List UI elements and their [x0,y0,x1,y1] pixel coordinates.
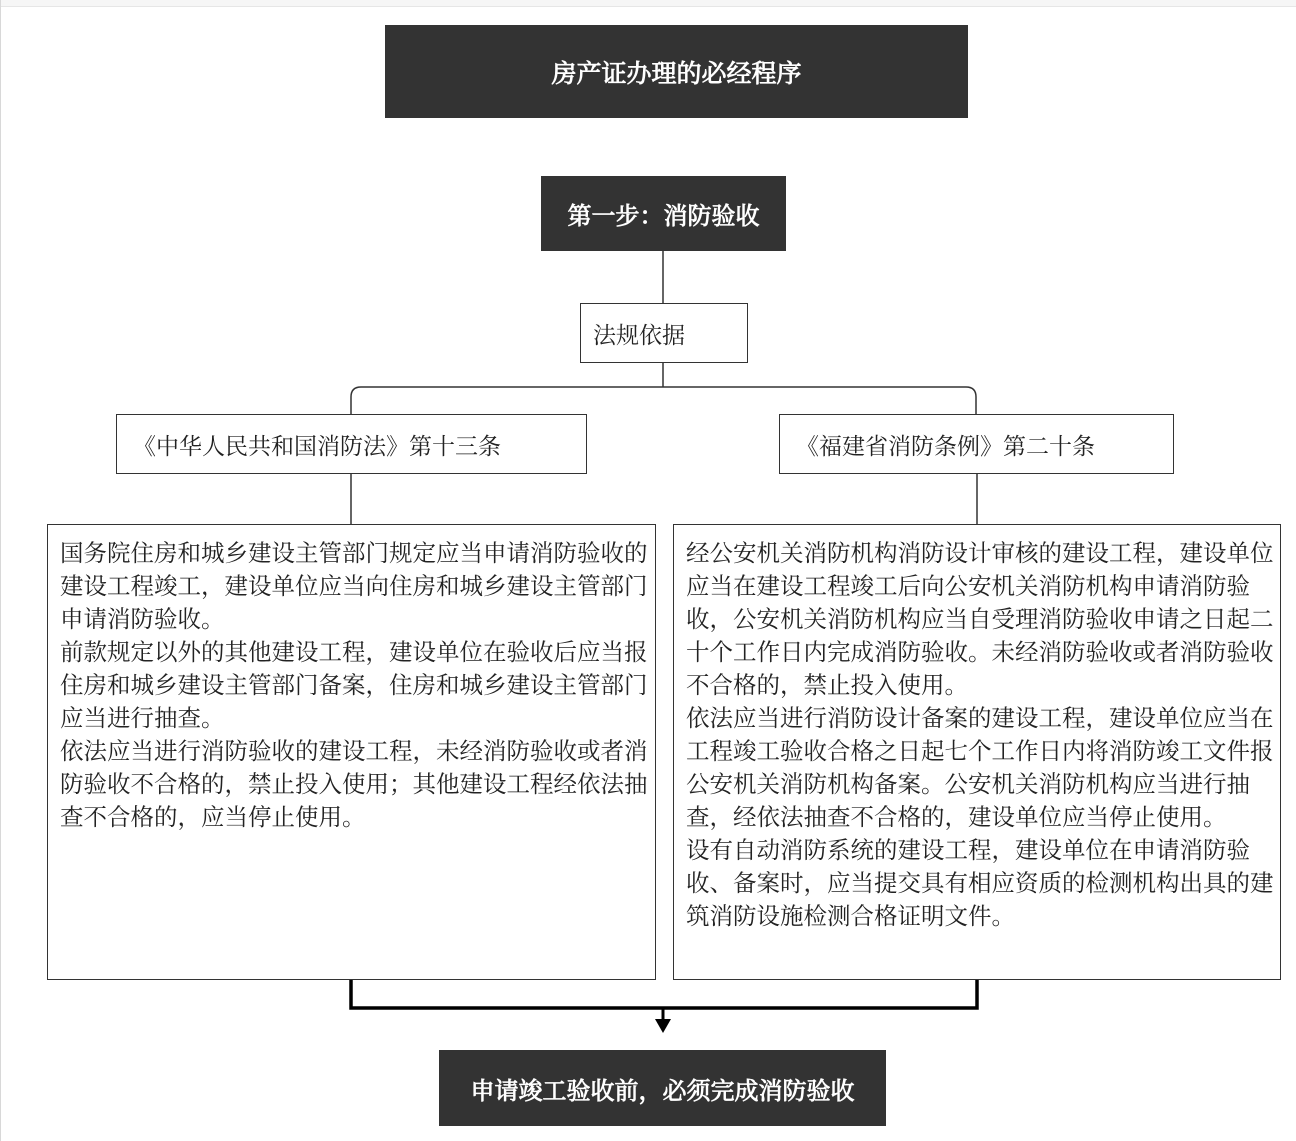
left-content-box [47,524,656,980]
left-paragraph: 国务院住房和城乡建设主管部门规定应当申请消防验收的建设工程竣工，建设单位应当向住房和城乡建设主管部门申请消防验收。 [60,539,648,633]
right-paragraph: 设有自动消防系统的建设工程，建设单位在申请消防验收、备案时，应当提交具有相应资质的检测机构出具的建筑消防设施检测合格证明文件。 [686,836,1274,930]
right-law-text: 《福建省消防条例》第二十条 [796,433,1095,460]
conclusion-box [439,1050,886,1126]
left-paragraph: 依法应当进行消防验收的建设工程，未经消防验收或者消防验收不合格的，禁止投入使用；其他建设工程经依法抽查不合格的，应当停止使用。 [60,737,648,831]
left-law-text: 《中华人民共和国消防法》第十三条 [133,433,501,460]
right-law-box [779,414,1174,474]
basis-text: 法规依据 [593,322,685,349]
right-content-box [673,524,1281,980]
step-box [541,176,786,251]
right-paragraph: 经公安机关消防机构消防设计审核的建设工程，建设单位应当在建设工程竣工后向公安机关消防机构申请消防验收，公安机关消防机构应当自受理消防验收申请之日起二十个工作日内完成消防验收。未经消防验收或者消防验收不合格的，禁止投入使用。 [686,539,1274,699]
arrow-head-icon [655,1019,671,1033]
right-paragraph: 依法应当进行消防设计备案的建设工程，建设单位应当在工程竣工验收合格之日起七个工作日内将消防竣工文件报公安机关消防机构备案。公安机关消防机构应当进行抽查，经依法抽查不合格的，建设单位应当停止使用。 [686,704,1274,831]
connector-branch-bracket [351,387,976,414]
title-box [385,25,968,118]
left-law-box [116,414,587,474]
left-paragraph: 前款规定以外的其他建设工程，建设单位在验收后应当报住房和城乡建设主管部门备案，住房和城乡建设主管部门应当进行抽查。 [60,638,648,732]
title-text: 房产证办理的必经程序 [551,58,802,88]
conclusion-text: 申请竣工验收前，必须完成消防验收 [470,1076,855,1105]
step-text: 第一步：消防验收 [567,202,760,230]
basis-box [580,303,748,363]
